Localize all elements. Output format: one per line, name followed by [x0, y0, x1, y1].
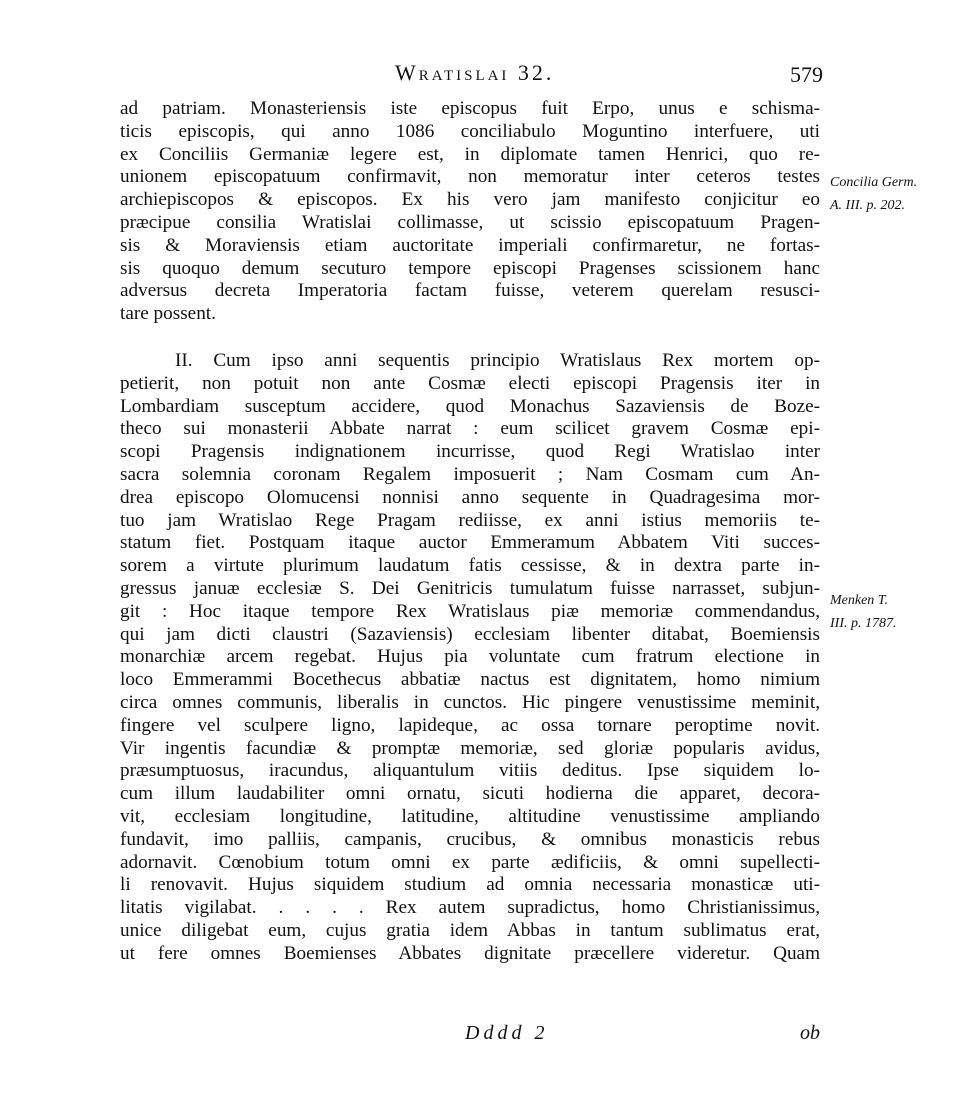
margin-note-concilia: [830, 172, 917, 218]
catchword: ob: [800, 1022, 820, 1044]
text-line: II. Cum ipso anni sequentis principio Wratislaus Rex mortem op-: [175, 349, 820, 371]
text-line: drea episcopo Olomucensi nonnisi anno sequente in Quadragesima mor-: [120, 486, 820, 508]
text-line: gressus januæ ecclesiæ S. Dei Genitricis tumulatum fuisse narrasset, subjun-: [120, 577, 820, 599]
text-line: fingere vel sculpere ligno, lapideque, ac ossa tornare peroptime novit.: [120, 714, 820, 736]
text-line: sis & Moraviensis etiam auctoritate imperiali confirmaretur, ne fortas-: [120, 234, 820, 256]
text-line: Lombardiam susceptum accidere, quod Monachus Sazaviensis de Boze-: [120, 395, 820, 417]
text-line: fundavit, imo palliis, campanis, crucibus, & omnibus monasticis rebus: [120, 828, 820, 850]
paragraph-gap: [120, 326, 820, 350]
margin-note-line: Concilia Germ.: [830, 175, 918, 190]
body-text: [120, 98, 820, 965]
text-line: sacra solemnia coronam Regalem imposuerit ; Nam Cosmam cum An-: [120, 463, 820, 485]
text-line: tare possent.: [120, 303, 216, 325]
text-line: scopi Pragensis indignationem incurrisse, quod Regi Wratislao inter: [120, 441, 820, 463]
margin-note-line: III. p. 1787.: [830, 615, 897, 631]
text-line: litatis vigilabat. . . . . Rex autem supradictus, homo Christianissimus,: [120, 897, 820, 919]
text-line: loco Emmerammi Bocethecus abbatiæ nactus est dignitatem, homo nimium: [120, 669, 820, 691]
text-line: monarchiæ arcem regebat. Hujus pia voluntate cum fratrum electione in: [120, 646, 820, 668]
text-line: ex Conciliis Germaniæ legere est, in diplomate tamen Henrici, quo re-: [120, 143, 820, 165]
text-line: qui jam dicti claustri (Sazaviensis) ecclesiam libenter ditabat, Boemiensis: [120, 623, 820, 645]
text-line: li renovavit. Hujus siquidem studium ad omnia necessaria monasticæ uti-: [120, 874, 820, 896]
signature-mark: Dddd 2: [465, 1022, 549, 1044]
text-line: archiepiscopos & episcopos. Ex his vero jam manifesto conjicitur eo: [120, 189, 820, 211]
page-footer: [120, 1022, 820, 1048]
text-line: ut fere omnes Boemienses Abbates dignitate præcellere videretur. Quam: [120, 942, 820, 964]
text-line: Vir ingentis facundiæ & promptæ memoriæ, sed gloriæ popularis avidus,: [120, 737, 820, 759]
text-line: circa omnes communis, liberalis in cunctos. Hic pingere venustissime meminit,: [120, 691, 820, 713]
running-head: Wratislai 32.: [395, 60, 555, 85]
text-line: unionem episcopatuum confirmavit, non memoratur inter ceteros testes: [120, 166, 820, 188]
text-line: tuo jam Wratislao Rege Pragam rediisse, ex anni istius memoriis te-: [120, 509, 820, 531]
text-line: cum illum laudabiliter omni ornatu, sicuti hodierna die apparet, decora-: [120, 783, 820, 805]
text-line: git : Hoc itaque tempore Rex Wratislaus piæ memoriæ commendandus,: [120, 600, 820, 622]
text-line: ticis episcopis, qui anno 1086 conciliabulo Moguntino interfuere, uti: [120, 120, 820, 142]
margin-note-line: Menken T.: [830, 593, 889, 608]
margin-note-menken: [830, 590, 897, 636]
text-line: statum fiet. Postquam itaque auctor Emmeramum Abbatem Viti succes-: [120, 532, 820, 554]
text-line: adversus decreta Imperatoria factam fuisse, veterem querelam resusci-: [120, 280, 820, 302]
text-line: unice diligebat eum, cujus gratia idem Abbas in tantum sublimatus erat,: [120, 919, 820, 941]
text-line: vit, ecclesiam longitudine, latitudine, altitudine venustissime ampliando: [120, 805, 820, 827]
text-line: ad patriam. Monasteriensis iste episcopus fuit Erpo, unus e schisma-: [120, 98, 820, 119]
text-line: theco sui monasterii Abbate narrat : eum scilicet gravem Cosmæ epi-: [120, 418, 820, 440]
text-line: sis quoquo demum secuturo tempore episcopi Pragenses scissionem hanc: [120, 257, 820, 279]
text-line: adornavit. Cœnobium totum omni ex parte ædificiis, & omni supellecti-: [120, 851, 820, 873]
margin-note-line: A. III. p. 202.: [830, 197, 906, 213]
page-number: 579: [790, 62, 823, 87]
text-line: sorem a virtute plurimum laudatum fatis cessisse, & in dextra parte in-: [120, 555, 820, 577]
text-line: præsumptuosus, iracundus, aliquantulum vitiis deditus. Ipse siquidem lo-: [120, 760, 820, 782]
text-line: petierit, non potuit non ante Cosmæ electi episcopi Pragensis iter in: [120, 372, 820, 394]
text-line: præcipue consilia Wratislai collimasse, ut scissio episcopatuum Pragen-: [120, 211, 820, 233]
